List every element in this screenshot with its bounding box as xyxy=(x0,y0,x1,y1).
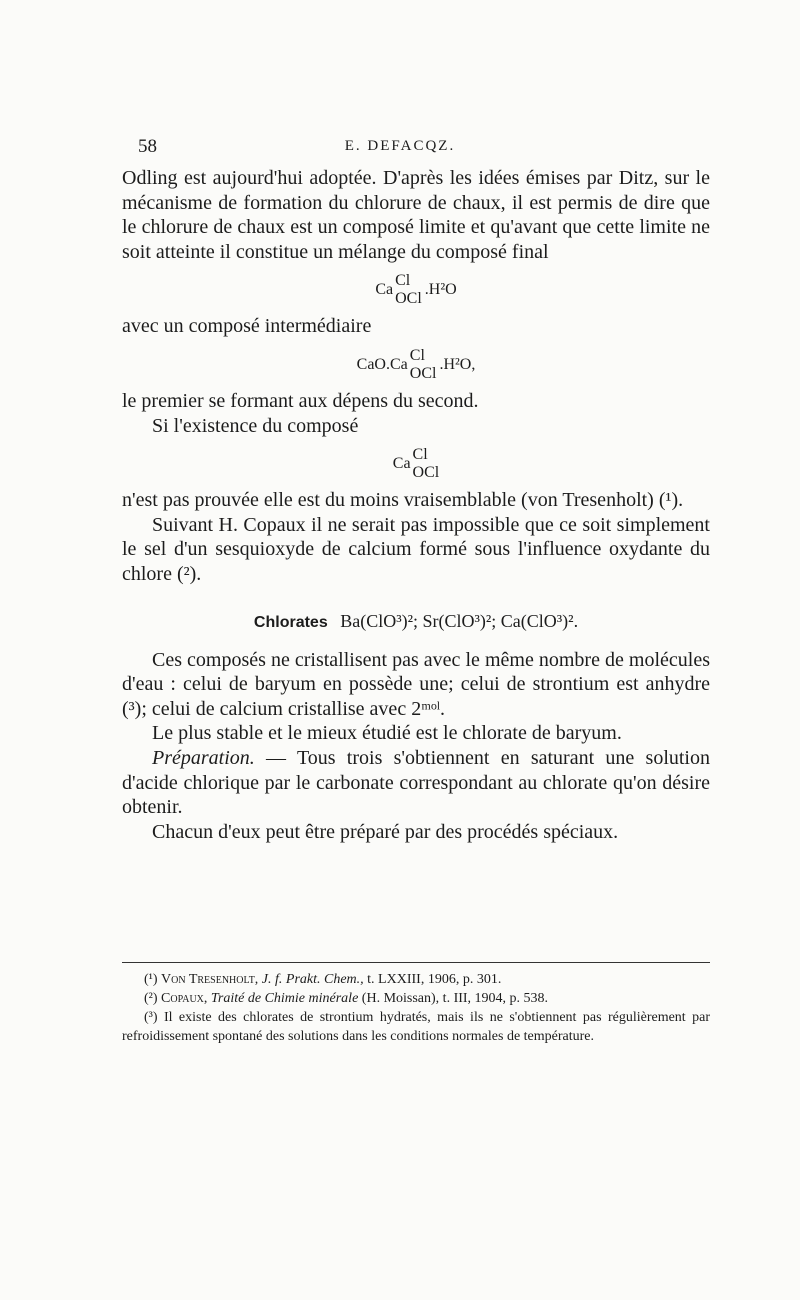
paragraph: Odling est aujourd'hui adoptée. D'après les idées émises par Ditz, sur le mécanisme de formation du chlorure de chaux, il est permis de dire que le chlorure de chaux est un composé limite et qu'avant que cette limite ne soit atteinte il constitue un mélange du composé final xyxy=(122,167,710,263)
section-heading xyxy=(122,611,710,632)
footnote-title: Traité de Chimie minérale xyxy=(207,991,359,1006)
footnote-author: Copaux, xyxy=(161,991,208,1006)
formula-intermediate-compound xyxy=(122,347,710,383)
formula-branch xyxy=(395,272,422,308)
paragraph: n'est pas prouvée elle est du moins vraisemblable (von Tresenholt) (¹). xyxy=(122,489,684,512)
formula-branch xyxy=(413,446,440,482)
page-number: 58 xyxy=(138,136,157,157)
footnote-number: (²) xyxy=(144,991,162,1006)
footnote-author: Von Tresenholt, xyxy=(161,972,259,987)
footnotes xyxy=(122,970,710,1046)
preparation-label: Préparation. xyxy=(152,746,255,769)
formula-tail: .H²O, xyxy=(439,355,476,373)
formula-base: CaO.Ca xyxy=(356,355,408,373)
footnote-rule xyxy=(122,962,710,963)
paragraph: Ces composés ne cristallisent pas avec le même nombre de molécules d'eau : celui de baryum en possède une; celui de strontium est anhydre (³); celui de calcium cristallise avec 2ᵐᵒˡ. xyxy=(122,648,710,720)
formula-lower: OCl xyxy=(412,464,440,482)
preparation-text: — Tous trois s'obtiennent en saturant une solution d'acide chlorique par le carbonate correspondant au chlorate qu'on désire obtenir. xyxy=(122,746,710,819)
paragraph: Suivant H. Copaux il ne serait pas impossible que ce soit simplement le sel d'un sesquioxyde de calcium formé sous l'influence oxydante du chlore (²). xyxy=(122,513,710,585)
formula-upper: Cl xyxy=(409,346,425,364)
formula-lower: OCl xyxy=(395,290,422,308)
heading-formula: Ba(ClO³)²; Sr(ClO³)²; Ca(ClO³)². xyxy=(340,610,579,631)
paragraph: le premier se formant aux dépens du second. xyxy=(122,389,479,412)
footnote-ref: t. LXXIII, 1906, p. 301. xyxy=(363,972,502,987)
paragraph xyxy=(122,746,710,820)
formula-lower: OCl xyxy=(409,364,437,382)
footnote-ref: (H. Moissan), t. III, 1904, p. 538. xyxy=(358,991,549,1006)
heading-title: Chlorates xyxy=(253,613,328,631)
formula-compound xyxy=(122,446,710,482)
paragraph: Le plus stable et le mieux étudié est le chlorate de baryum. xyxy=(152,722,622,745)
running-head: E. DEFACQZ. xyxy=(344,138,456,154)
formula-upper: Cl xyxy=(395,272,411,290)
paragraph: Si l'existence du composé xyxy=(152,414,359,437)
formula-tail: .H²O xyxy=(424,281,457,299)
footnote-2 xyxy=(122,989,710,1008)
formula-final-compound xyxy=(122,272,710,308)
paragraph: avec un composé intermédiaire xyxy=(122,315,372,338)
paragraph: Chacun d'eux peut être préparé par des procédés spéciaux. xyxy=(152,820,619,843)
formula-base: Ca xyxy=(392,455,411,473)
formula-base: Ca xyxy=(375,281,394,299)
formula-branch xyxy=(410,347,437,383)
formula-upper: Cl xyxy=(412,446,428,464)
footnote-number: (¹) xyxy=(144,972,162,987)
text-block xyxy=(122,166,710,844)
footnote-1 xyxy=(122,970,710,989)
footnote-journal: J. f. Prakt. Chem., xyxy=(258,972,364,987)
footnote-3: (³) Il existe des chlorates de strontium hydratés, mais ils ne s'obtiennent pas régulièrement par refroidissement spontané des solutions dans les conditions normales de température. xyxy=(122,1010,710,1044)
